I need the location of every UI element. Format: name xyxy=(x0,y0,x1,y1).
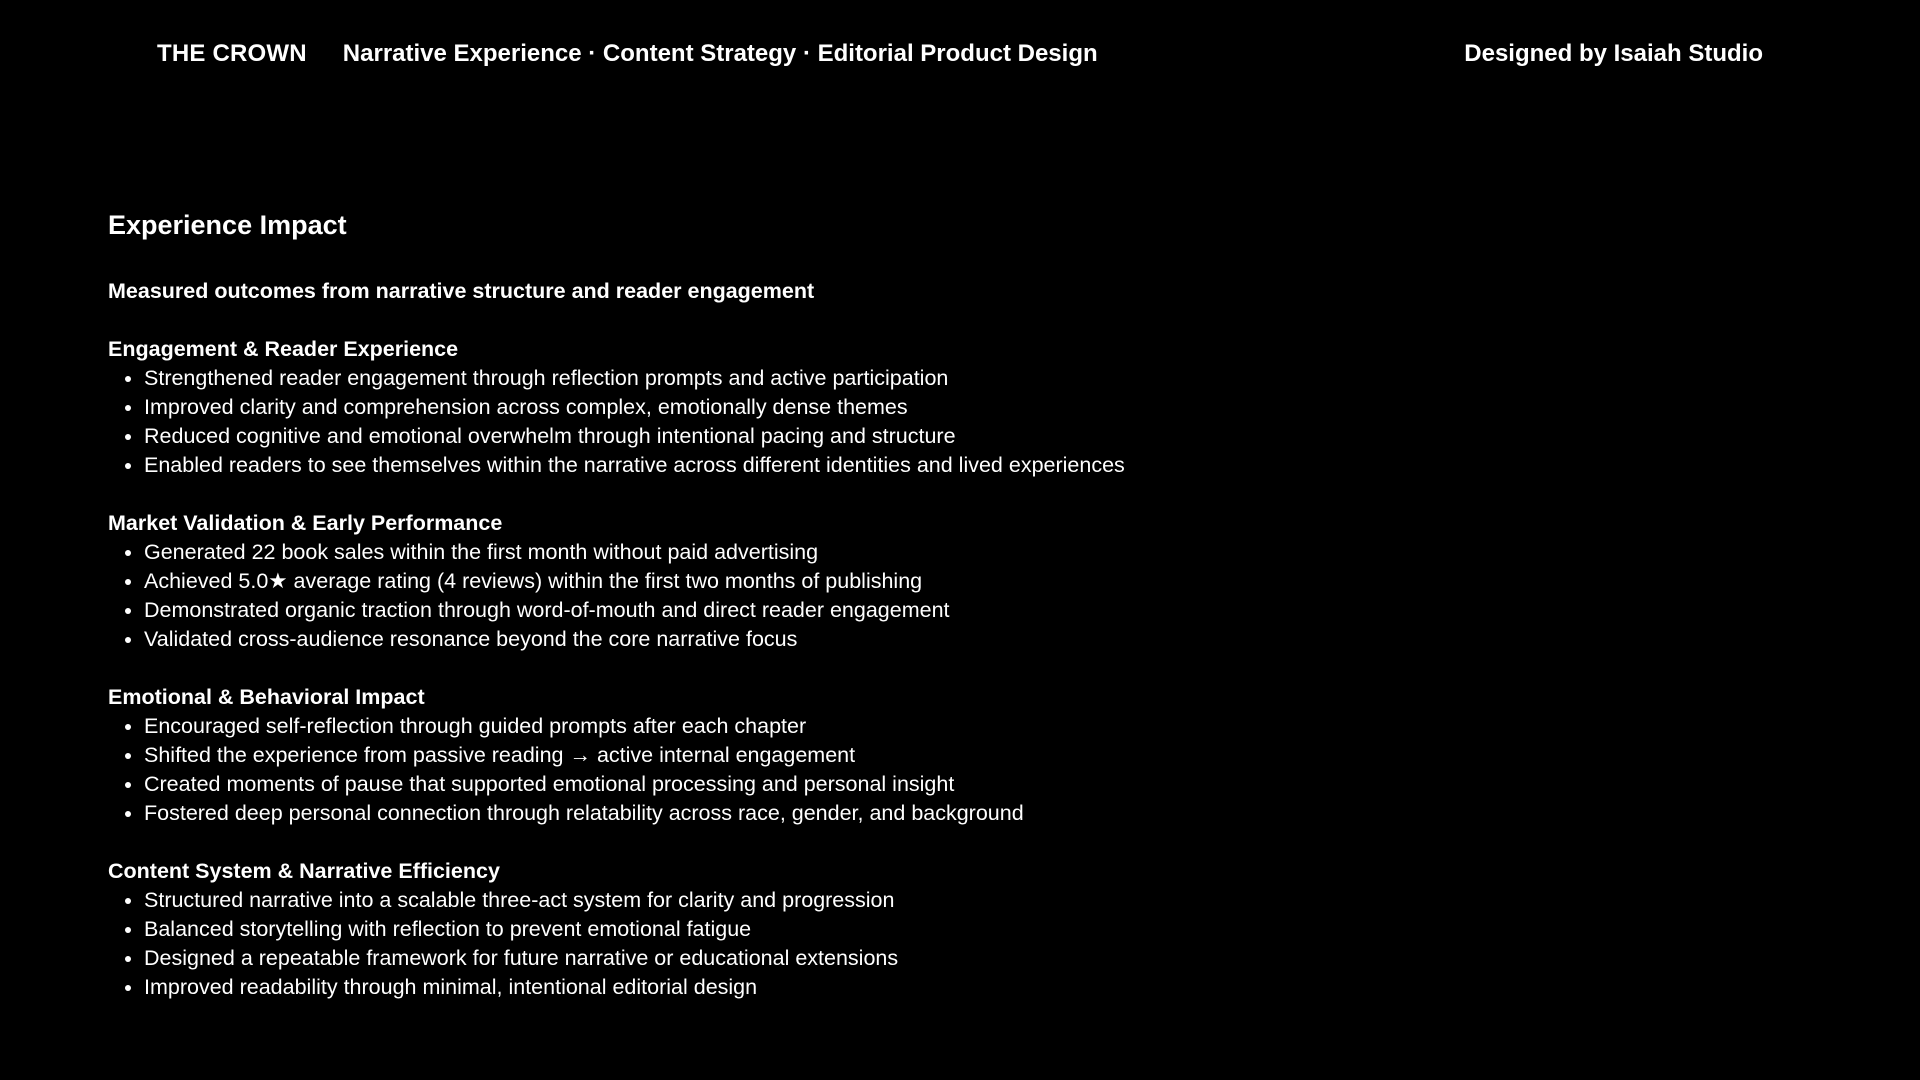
list-item: • Enabled readers to see themselves within the narrative across different identities and lived experiences xyxy=(144,451,1508,480)
page-title: Experience Impact xyxy=(108,210,347,240)
list-item: • Strengthened reader engagement through reflection prompts and active participation xyxy=(144,364,1508,393)
bullet-list xyxy=(108,886,1508,1002)
bullet-list xyxy=(108,538,1508,654)
bullet-list xyxy=(108,712,1508,828)
group-heading: Market Validation & Early Performance xyxy=(108,511,503,535)
list-item: • Designed a repeatable framework for future narrative or educational extensions xyxy=(144,944,1508,973)
list-item: • Created moments of pause that supported emotional processing and personal insight xyxy=(144,770,1508,799)
group-heading: Engagement & Reader Experience xyxy=(108,337,459,361)
header-tagline: Narrative Experience · Content Strategy · Editorial Product Design xyxy=(342,40,1098,67)
list-item: • Balanced storytelling with reflection to prevent emotional fatigue xyxy=(144,915,1508,944)
main-content xyxy=(108,205,1508,1002)
top-header xyxy=(157,36,1763,72)
list-item: • Demonstrated organic traction through word-of-mouth and direct reader engagement xyxy=(144,596,1508,625)
impact-group-engagement xyxy=(108,335,1508,480)
impact-group-market xyxy=(108,509,1508,654)
list-item: • Validated cross-audience resonance beyond the core narrative focus xyxy=(144,625,1508,654)
list-item: • Structured narrative into a scalable three-act system for clarity and progression xyxy=(144,886,1508,915)
list-item: • Improved readability through minimal, intentional editorial design xyxy=(144,973,1508,1002)
list-item: • Shifted the experience from passive reading → active internal engagement xyxy=(144,741,1508,770)
list-item: • Achieved 5.0★ average rating (4 reviews) within the first two months of publishing xyxy=(144,567,1508,596)
list-item: • Fostered deep personal connection through relatability across race, gender, and background xyxy=(144,799,1508,828)
group-heading: Content System & Narrative Efficiency xyxy=(108,859,500,883)
list-item: • Encouraged self-reflection through guided prompts after each chapter xyxy=(144,712,1508,741)
list-item: • Generated 22 book sales within the first month without paid advertising xyxy=(144,538,1508,567)
designer-credit: Designed by Isaiah Studio xyxy=(1464,40,1763,67)
page-subtitle: Measured outcomes from narrative structure and reader engagement xyxy=(108,279,815,303)
impact-group-content-system xyxy=(108,857,1508,1002)
bullet-list xyxy=(108,364,1508,480)
list-item: • Reduced cognitive and emotional overwhelm through intentional pacing and structure xyxy=(144,422,1508,451)
impact-group-emotional xyxy=(108,683,1508,828)
group-heading: Emotional & Behavioral Impact xyxy=(108,685,425,709)
brand-title: THE CROWN xyxy=(157,40,307,67)
list-item: • Improved clarity and comprehension across complex, emotionally dense themes xyxy=(144,393,1508,422)
